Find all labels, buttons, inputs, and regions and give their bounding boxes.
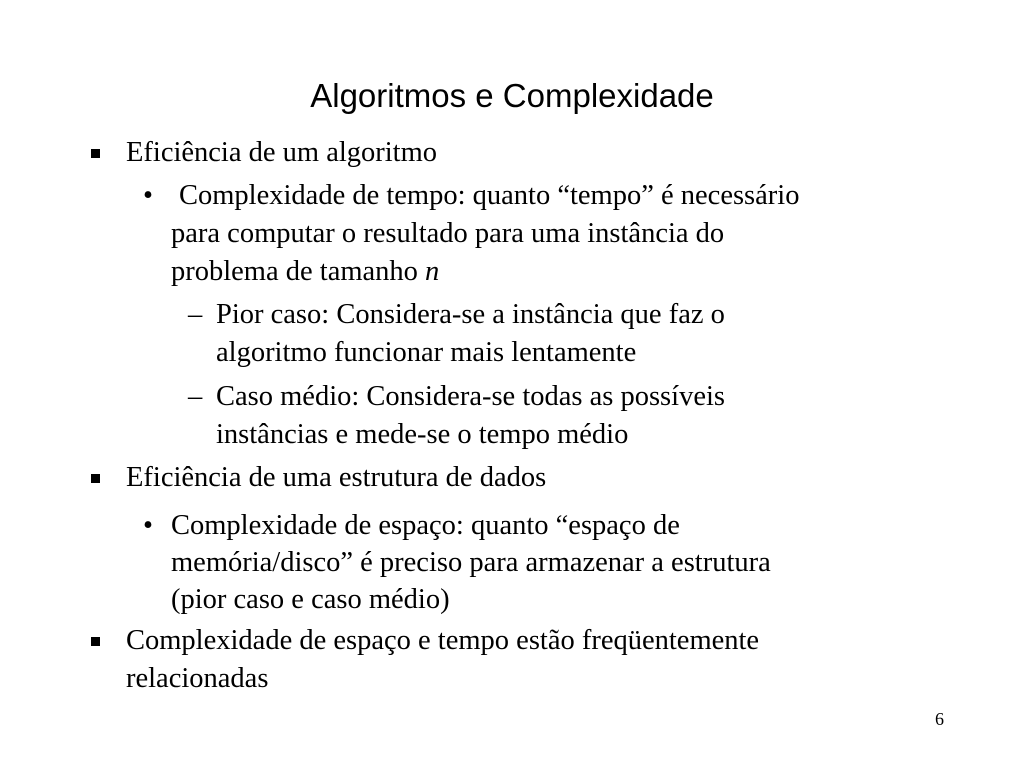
- sub-bullet-espaco-line-2: memória/disco” é preciso para armazenar a estrutura: [171, 547, 771, 578]
- sub-bullet-espaco-line-3: (pior caso e caso médio): [171, 584, 450, 615]
- sub-bullet-tempo-line-3: [171, 255, 439, 289]
- dash-bullet-icon: –: [188, 299, 203, 330]
- variable-n: n: [425, 256, 440, 287]
- sub-bullet-tempo-line-2: para computar o resultado para uma instância do: [171, 218, 725, 249]
- sub-bullet-tempo-line-1: Complexidade de tempo: quanto “tempo” é necessário: [179, 180, 800, 211]
- dash-item-caso-medio-line-1: Caso médio: Considera-se todas as possíveis: [216, 381, 725, 412]
- bullet-2-text: Eficiência de uma estrutura de dados: [126, 462, 547, 493]
- sub-bullet-espaco-line-1: Complexidade de espaço: quanto “espaço de: [171, 510, 680, 541]
- square-bullet-icon: [91, 149, 100, 158]
- dot-bullet-icon: •: [143, 510, 153, 541]
- square-bullet-icon: [91, 474, 100, 483]
- square-bullet-icon: [91, 637, 100, 646]
- dash-bullet-icon: –: [188, 381, 203, 412]
- bullet-3-line-2: relacionadas: [126, 663, 269, 694]
- slide-title: Algoritmos e Complexidade: [310, 77, 714, 114]
- sub-bullet-tempo-line-3-text: problema de tamanho: [171, 256, 426, 287]
- dash-item-pior-caso-line-2: algoritmo funcionar mais lentamente: [216, 337, 637, 368]
- dash-item-pior-caso-line-1: Pior caso: Considera-se a instância que faz o: [216, 299, 725, 330]
- bullet-1-text: Eficiência de um algoritmo: [126, 137, 438, 168]
- dot-bullet-icon: •: [143, 180, 153, 211]
- bullet-3-line-1: Complexidade de espaço e tempo estão freqüentemente: [126, 625, 760, 656]
- dash-item-caso-medio-line-2: instâncias e mede-se o tempo médio: [216, 419, 629, 450]
- page-number: 6: [935, 709, 944, 729]
